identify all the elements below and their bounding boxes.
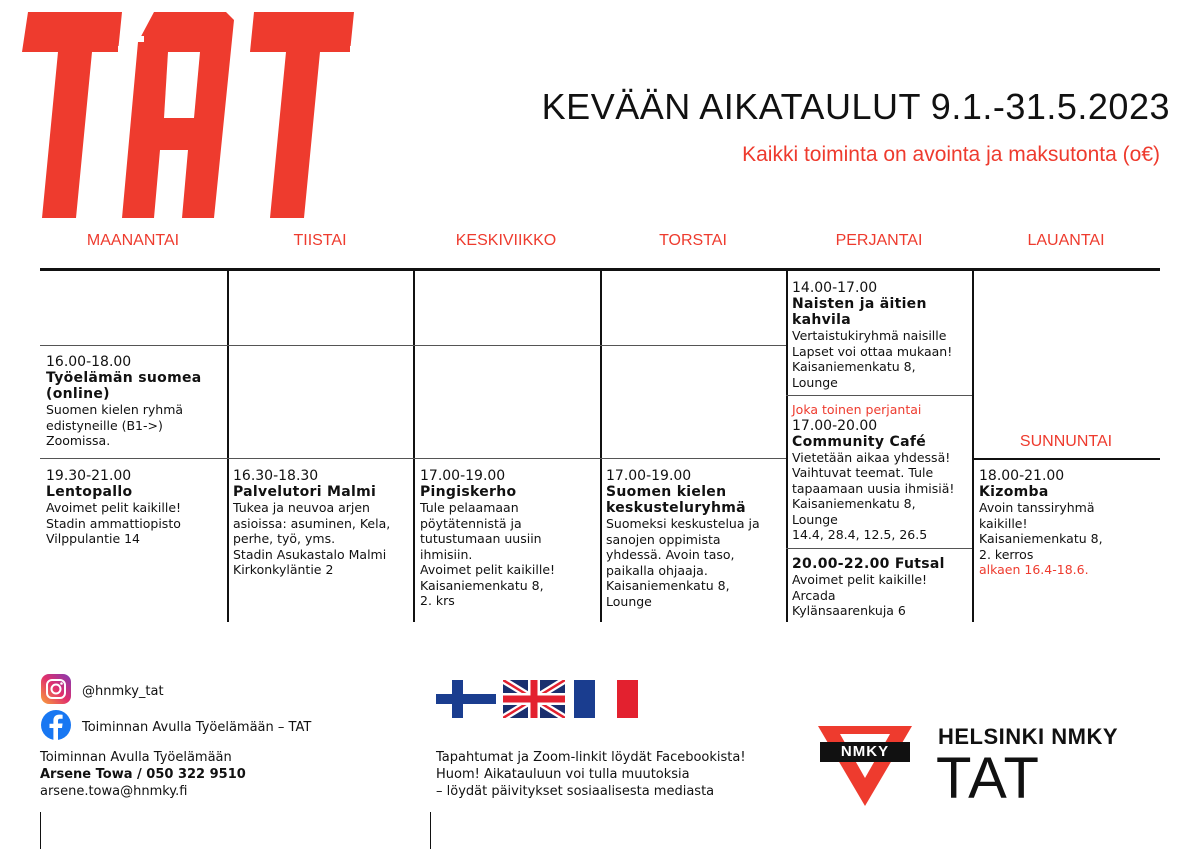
event-time: 17.00-19.00 [606, 468, 692, 484]
event-pingiskerho [420, 468, 598, 609]
event-name: 20.00-22.00 Futsal [792, 556, 945, 572]
day-header-sunday: SUNNUNTAI [1019, 433, 1113, 450]
event-name: Naisten ja äitien kahvila [792, 296, 927, 328]
event-line: Kaisaniemenkatu 8, [606, 578, 730, 593]
info-block [436, 749, 746, 800]
page-title: KEVÄÄN AIKATAULUT 9.1.-31.5.2023 [541, 86, 1170, 127]
event-line: Avoimet pelit kaikille! [46, 500, 182, 515]
facebook-link[interactable] [40, 709, 311, 745]
event-line: Stadin Asukastalo Malmi [233, 546, 387, 562]
event-name: Kizomba [979, 484, 1049, 500]
instagram-link[interactable] [40, 673, 164, 709]
event-line: Kaisaniemenkatu 8, [792, 359, 916, 374]
event-line: ihmisiin. [420, 546, 473, 562]
sunday-line [973, 458, 1160, 460]
event-keskusteluryhma [606, 468, 784, 609]
event-name: Pingiskerho [420, 484, 517, 500]
event-line: asioissa: asuminen, Kela, [233, 515, 391, 531]
day-header-wednesday: KESKIVIIKKO [455, 232, 557, 249]
event-line: Arcada [792, 587, 836, 603]
event-time: 16.00-18.00 [46, 354, 132, 370]
event-line: yhdessä. Avoin taso, [606, 547, 735, 562]
event-line: sanojen oppimista [606, 531, 721, 547]
event-line: Vilppulantie 14 [46, 531, 141, 546]
event-line: Zoomissa. [46, 433, 111, 448]
contact-block [40, 749, 246, 800]
grid-vline [972, 270, 974, 622]
event-line: Kylänsaarenkuja 6 [792, 603, 906, 618]
event-futsal [792, 556, 970, 619]
facebook-icon [40, 709, 72, 745]
event-time: 16.30-18.30 [233, 468, 319, 484]
instagram-icon [40, 673, 72, 709]
grid-vline [413, 270, 415, 622]
event-line: edistyneille (B1->) [46, 417, 163, 433]
event-line: Tukea ja neuvoa arjen [233, 500, 370, 515]
event-line: Lounge [792, 374, 838, 390]
event-line: tapaamaan uusia ihmisiä! [792, 480, 955, 496]
grid-hline [40, 458, 786, 459]
info-line: Huom! Aikatauluun voi tulla muutoksia [436, 767, 690, 782]
helsinki-nmky-text: HELSINKI NMKY [938, 724, 1119, 749]
event-line: Suomen kielen ryhmä [46, 402, 184, 417]
event-time: 19.30-21.00 [46, 468, 132, 484]
event-line: Avoin tanssiryhmä [979, 500, 1095, 515]
event-community-cafe [792, 402, 970, 543]
event-line: Lounge [606, 593, 652, 609]
info-line: Tapahtumat ja Zoom-linkit löydät Facebookista! [436, 750, 746, 765]
event-line: Tule pelaamaan [420, 500, 519, 515]
day-header-tuesday: TIISTAI [293, 232, 347, 249]
event-line: Vietetään aikaa yhdessä! [792, 449, 951, 465]
event-note: alkaen 16.4-18.6. [979, 562, 1089, 577]
tat-wordmark: TAT [936, 746, 1040, 811]
event-line: tutustumaan uusiin [420, 531, 542, 546]
grid-vline [786, 270, 788, 622]
grid-hline [786, 548, 972, 549]
divider [430, 812, 431, 849]
event-kizomba [979, 468, 1159, 578]
event-name: Työelämän suomea (online) [46, 370, 202, 402]
grid-vline [600, 270, 602, 622]
divider [40, 812, 41, 849]
day-header-friday: PERJANTAI [835, 232, 923, 249]
event-time: 17.00-19.00 [420, 468, 506, 484]
event-line: kaikille! [979, 515, 1028, 531]
event-time: 17.00-20.00 [792, 417, 878, 434]
contact-person: Arsene Towa / 050 322 9510 [40, 767, 246, 782]
event-lentopallo [46, 468, 224, 547]
nmky-badge-text: NMKY [840, 743, 890, 760]
event-name: Suomen kielen keskusteluryhmä [606, 484, 746, 516]
event-line: Stadin ammattiopisto [46, 515, 181, 531]
event-line: Avoimet pelit kaikille! [792, 572, 928, 587]
event-time: 18.00-21.00 [979, 468, 1065, 484]
instagram-handle: @hnmky_tat [82, 683, 164, 699]
event-tyoelaman-suomea [46, 354, 224, 449]
day-header-saturday: LAUANTAI [1027, 232, 1105, 249]
event-line: pöytätennistä ja [420, 515, 522, 531]
nmky-logo [818, 726, 912, 810]
event-line: Vaihtuvat teemat. Tule [792, 465, 934, 480]
event-line: Kaisaniemenkatu 8, [792, 496, 916, 511]
event-line: paikalla ohjaaja. [606, 562, 708, 578]
event-line: 2. kerros [979, 546, 1034, 562]
finnish-flag-icon [436, 680, 496, 722]
event-line: 2. krs [420, 593, 455, 608]
grid-vline [227, 270, 229, 622]
grid-hline [786, 395, 972, 396]
org-name: Toiminnan Avulla Työelämään [40, 750, 232, 765]
event-line: perhe, työ, yms. [233, 531, 336, 546]
page-subtitle: Kaikki toiminta on avointa ja maksutonta (o€) [742, 143, 1160, 166]
event-line: Lapset voi ottaa mukaan! [792, 343, 953, 359]
event-note: Joka toinen perjantai [792, 402, 922, 417]
event-name: Community Café [792, 433, 927, 450]
event-name: Lentopallo [46, 484, 133, 500]
event-naisten-kahvila [792, 280, 970, 390]
event-line: Vertaistukiryhmä naisille [792, 328, 947, 343]
event-line: 14.4, 28.4, 12.5, 26.5 [792, 527, 928, 542]
event-line: Kaisaniemenkatu 8, [979, 531, 1103, 546]
day-header-monday: MAANANTAI [86, 232, 180, 249]
event-name: Palvelutori Malmi [233, 484, 377, 500]
info-line: – löydät päivitykset sosiaalisesta mediasta [436, 784, 715, 799]
facebook-page-name: Toiminnan Avulla Työelämään – TAT [82, 719, 312, 735]
event-line: Kirkonkyläntie 2 [233, 562, 334, 577]
event-line: Suomeksi keskustelua ja [606, 516, 760, 531]
event-line: Lounge [792, 511, 838, 527]
contact-email[interactable]: arsene.towa@hnmky.fi [40, 784, 188, 799]
event-palvelutori-malmi [233, 468, 411, 578]
tat-logo [14, 12, 354, 222]
grid-hline [40, 345, 786, 346]
event-time: 14.00-17.00 [792, 280, 878, 296]
event-line: Kaisaniemenkatu 8, [420, 577, 544, 593]
uk-flag-icon [503, 680, 565, 722]
french-flag-icon [574, 680, 638, 722]
event-line: Avoimet pelit kaikille! [420, 562, 556, 577]
day-header-thursday: TORSTAI [659, 232, 727, 249]
